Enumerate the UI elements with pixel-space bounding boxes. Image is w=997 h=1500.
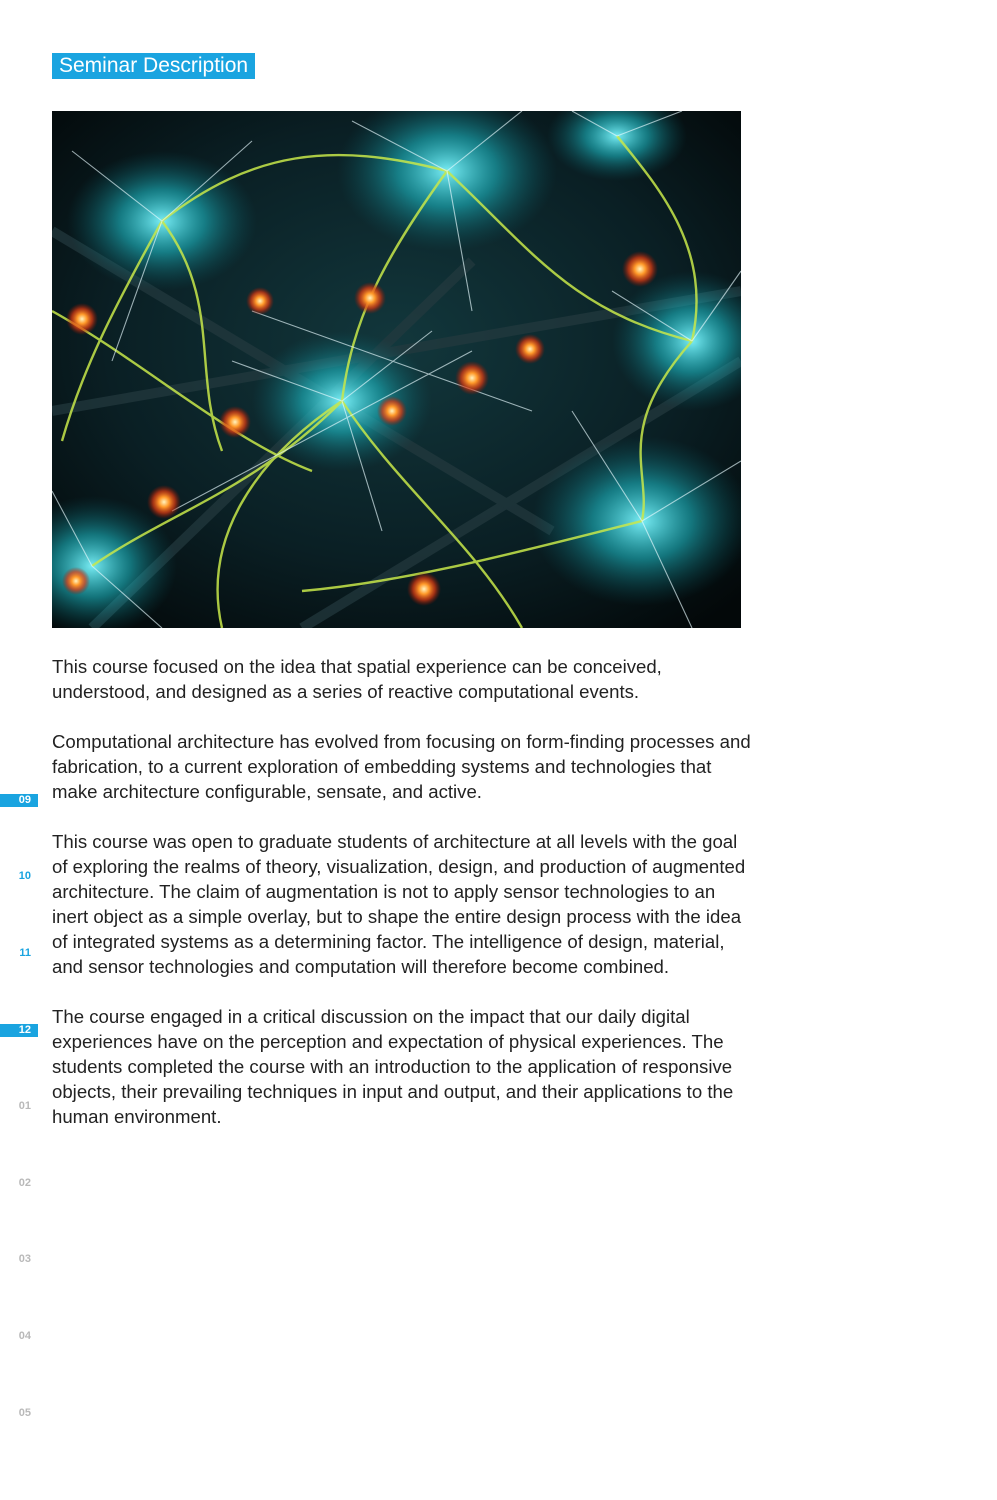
page-index-12[interactable]: 12 xyxy=(0,1024,38,1037)
page-index-11[interactable]: 11 xyxy=(19,947,31,959)
page-index-02[interactable]: 02 xyxy=(18,1177,31,1189)
paragraph: This course was open to graduate students of architecture at all levels with the goal of exploring the realms of theory, visualization, design, and production of augmented architecture. The claim of augmentation is not to apply sensor technologies to an inert object as a simple overlay, but to shape the entire design process with the idea of integrated systems as a determining factor. The intelligence of design, material, and sensor technologies and computation will therefore become combined. xyxy=(52,831,746,977)
paragraph: The course engaged in a critical discussion on the impact that our daily digital experiences have on the perception and expectation of physical experiences. The students completed the course with an introduction to the application of responsive objects, their prevailing techniques in input and output, and their applications to the human environment. xyxy=(52,1006,734,1127)
network-illustration xyxy=(52,111,741,628)
page-index-03[interactable]: 03 xyxy=(18,1253,31,1265)
page-index-04[interactable]: 04 xyxy=(18,1330,31,1342)
page-index-01[interactable]: 01 xyxy=(18,1100,31,1112)
page-index-10[interactable]: 10 xyxy=(18,870,31,882)
paragraph: Computational architecture has evolved from focusing on form-finding processes and fabrication, to a current exploration of embedding systems and technologies that make architecture configurable, sensate, and active. xyxy=(52,731,751,802)
hero-image xyxy=(52,111,741,628)
paragraph: This course focused on the idea that spatial experience can be conceived, understood, and designed as a series of reactive computational events. xyxy=(52,656,662,702)
body-text xyxy=(52,654,752,1154)
page-index-05[interactable]: 05 xyxy=(18,1407,31,1419)
page-index-09[interactable]: 09 xyxy=(0,794,38,807)
section-title: Seminar Description xyxy=(52,53,255,79)
